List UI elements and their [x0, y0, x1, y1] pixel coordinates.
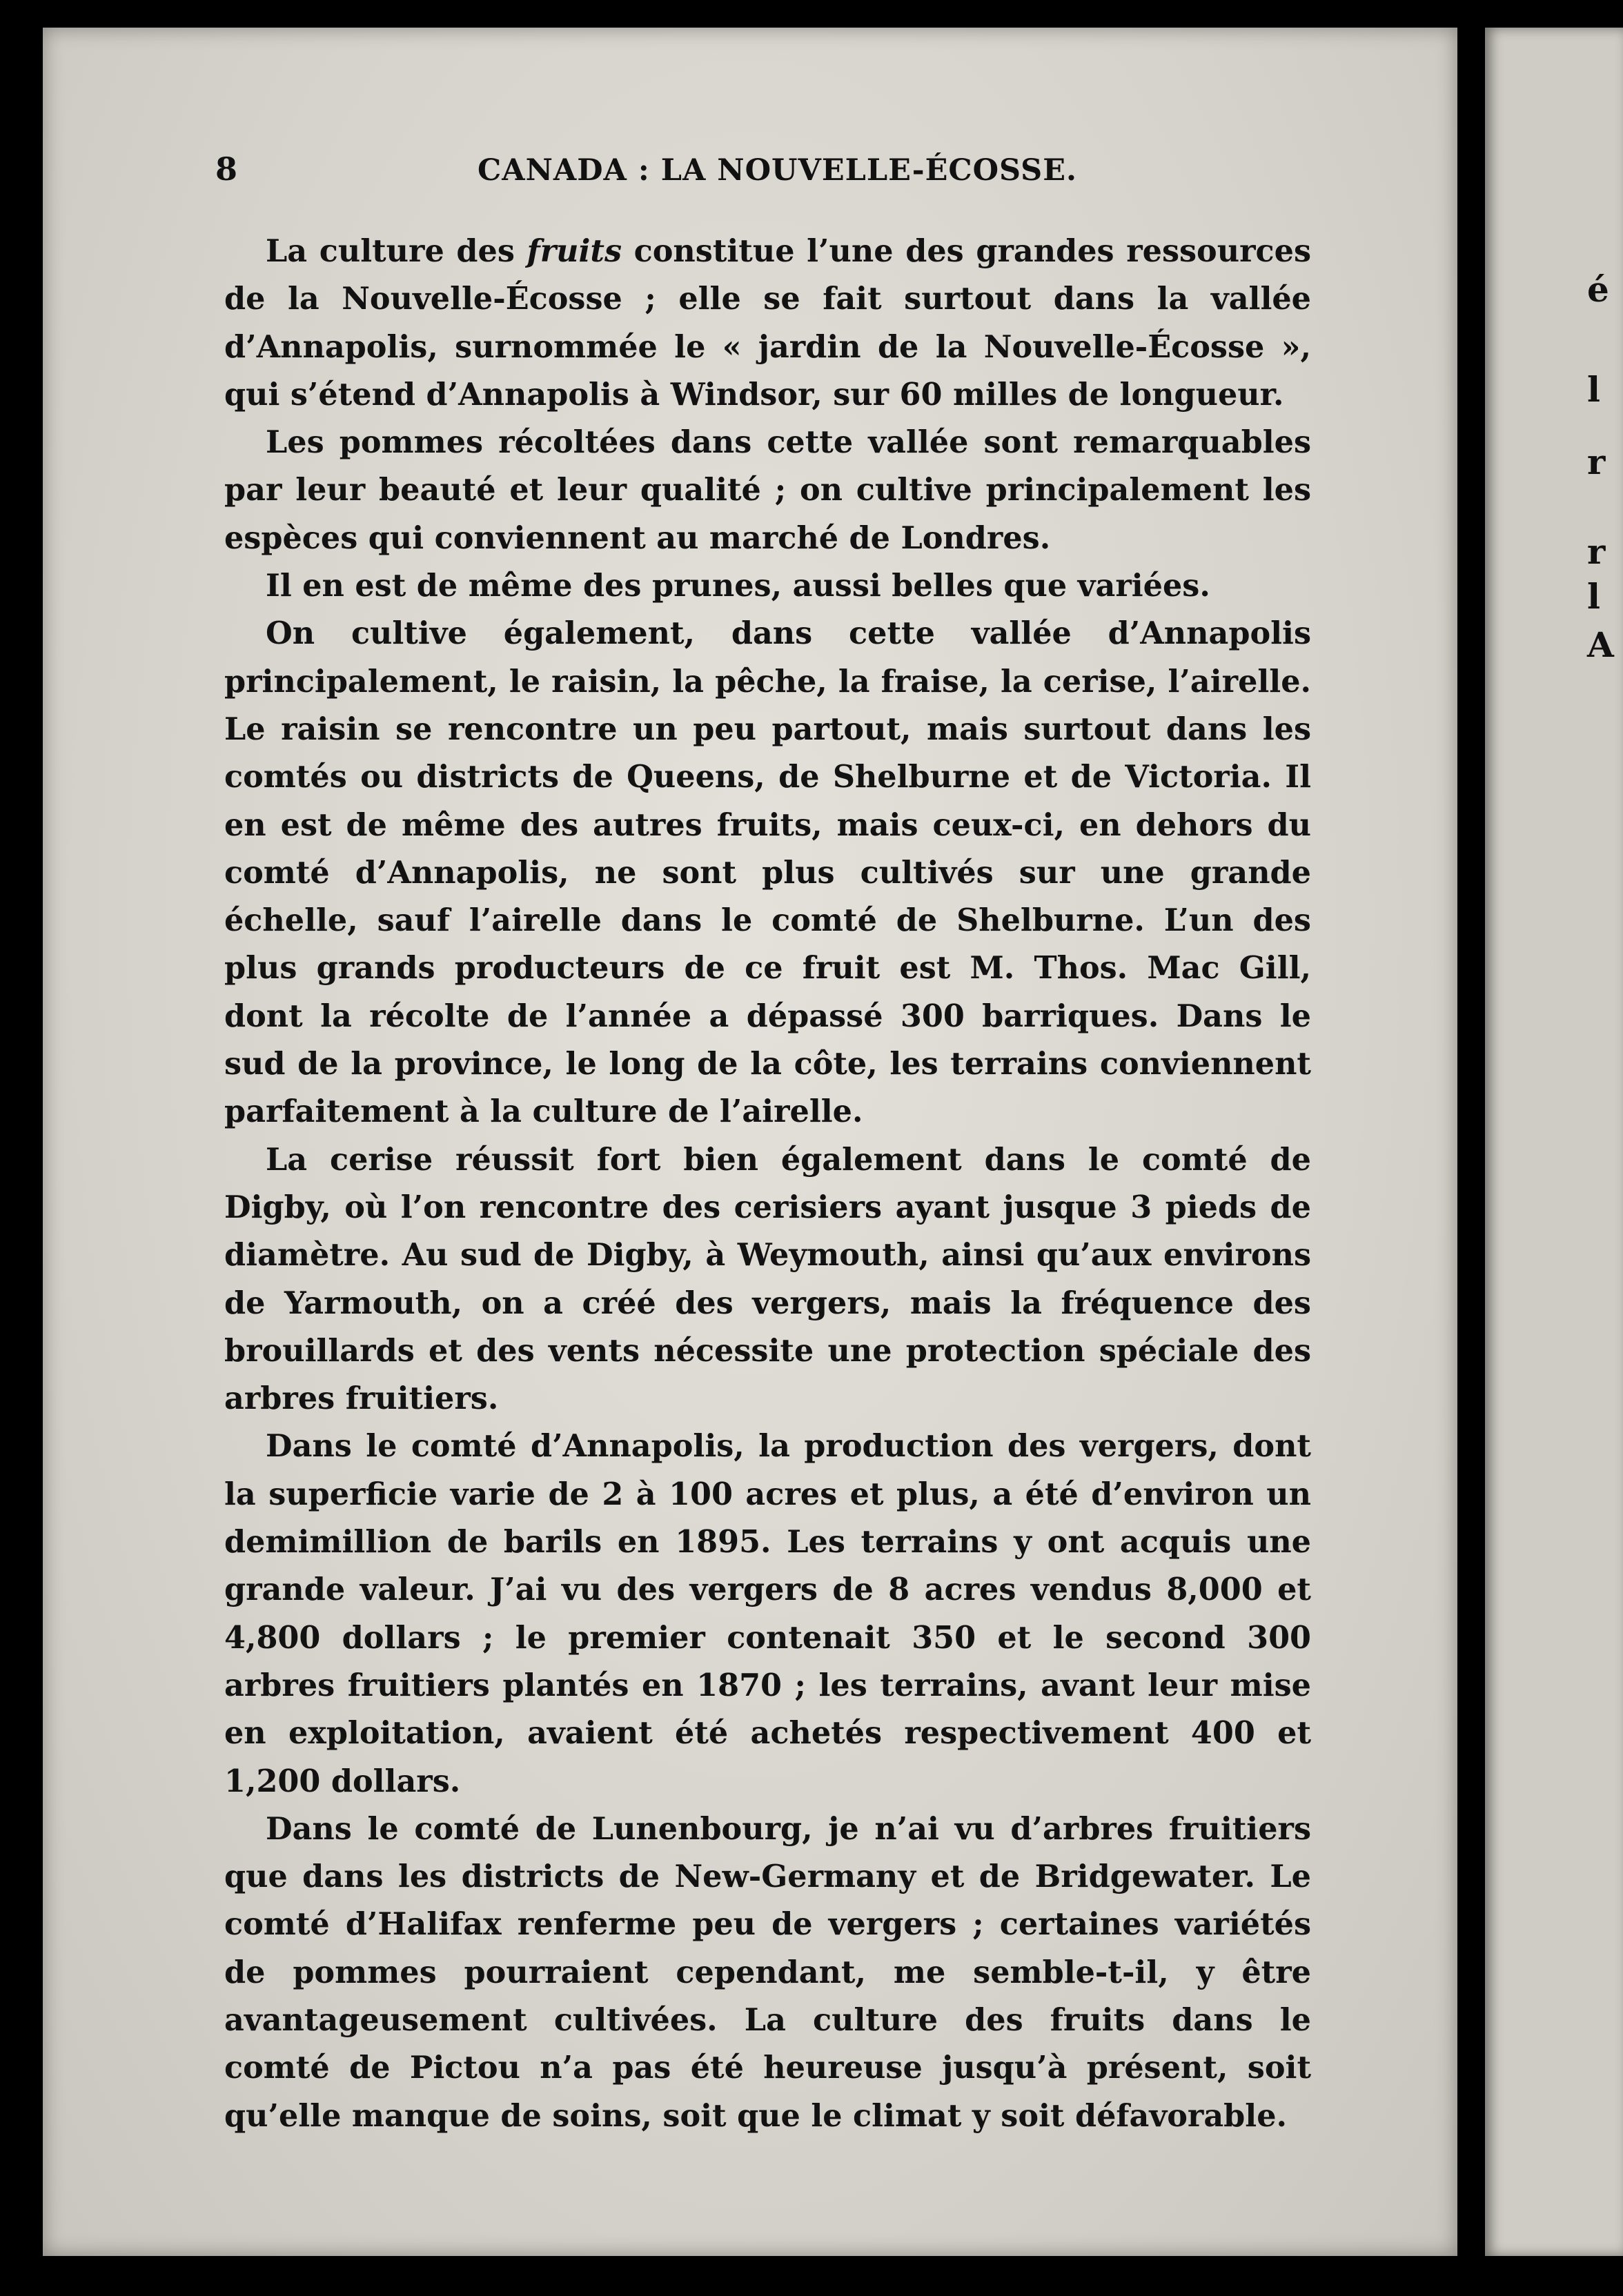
paragraph — [224, 228, 1311, 419]
facing-page-fragment: é — [1587, 269, 1609, 310]
facing-page-fragment: A — [1587, 624, 1614, 665]
page-gutter — [1457, 0, 1485, 2296]
facing-page-fragment: r — [1587, 442, 1606, 482]
facing-page-fragment: l — [1587, 576, 1600, 617]
emphasized-word: fruits — [527, 233, 622, 269]
facing-page-fragment: r — [1587, 531, 1606, 572]
page-header-title: CANADA : LA NOUVELLE-ÉCOSSE. — [478, 153, 1077, 188]
paragraph-text: constitue l’une des grandes ressources de la Nouvelle-Écosse ; elle se fait surtout dans la vallée d’Annapolis, surnommée le « jardin de la Nouvelle-Écosse », qui s’étend d’Annapolis à Windsor, sur 60 milles de longueur. — [224, 233, 1311, 413]
body-text — [224, 228, 1311, 2140]
running-head — [215, 150, 1319, 188]
paragraph: Dans le comté de Lunenbourg, je n’ai vu d’arbres fruitiers que dans les districts de New-Germany et de Bridgewater. Le comté d’Halifax renferme peu de vergers ; certaines variétés de pommes pourraient cependant, me semble-t-il, y être avantageusement cultivées. La culture des fruits dans le comté de Pictou n’a pas été heureuse jusqu’à présent, soit qu’elle manque de soins, soit que le climat y soit défavorable. — [224, 1810, 1311, 2134]
paragraph: La cerise réussit fort bien également dans le comté de Digby, où l’on rencontre des cerisiers ayant jusque 3 pieds de diamètre. Au sud de Digby, à Weymouth, ainsi qu’aux environs de Yarmouth, on a créé des vergers, mais la fréquence des brouillards et des vents nécessite une protection spéciale des arbres fruitiers. — [224, 1141, 1311, 1417]
paragraph: Dans le comté d’Annapolis, la production des vergers, dont la superficie varie de 2 à 100 acres et plus, a été d’environ un demimillion de barils en 1895. Les terrains y ont acquis une grande valeur. J’ai vu des vergers de 8 acres vendus 8,000 et 4,800 dollars ; le premier contenait 350 et le second 300 arbres fruitiers plantés en 1870 ; les terrains, avant leur mise en exploitation, avaient été achetés respectivement 400 et 1,200 dollars. — [224, 1428, 1311, 1799]
facing-page-fragment: l — [1587, 369, 1600, 410]
facing-page-edge — [1485, 28, 1623, 2256]
paragraph: On cultive également, dans cette vallée d’Annapolis principalement, le raisin, la pêche, la fraise, la cerise, l’airelle. Le raisin se rencontre un peu partout, mais surtout dans les comtés ou districts de Queens, de Shelburne et de Victoria. Il en est de même des autres fruits, mais ceux-ci, en dehors du comté d’Annapolis, ne sont plus cultivés sur une grande échelle, sauf l’airelle dans le comté de Shelburne. L’un des plus grands producteurs de ce fruit est M. Thos. Mac Gill, dont la récolte de l’année a dépassé 300 barriques. Dans le sud de la province, le long de la côte, les terrains conviennent parfaitement à la culture de l’airelle. — [224, 615, 1311, 1130]
paragraph: Les pommes récoltées dans cette vallée sont remarquables par leur beauté et leur qualité ; on cultive principalement les espèces qui conviennent au marché de Londres. — [224, 424, 1311, 556]
paragraph-text: La culture des — [266, 233, 527, 269]
paragraph: Il en est de même des prunes, aussi belles que variées. — [266, 568, 1210, 604]
page-number: 8 — [215, 150, 239, 188]
